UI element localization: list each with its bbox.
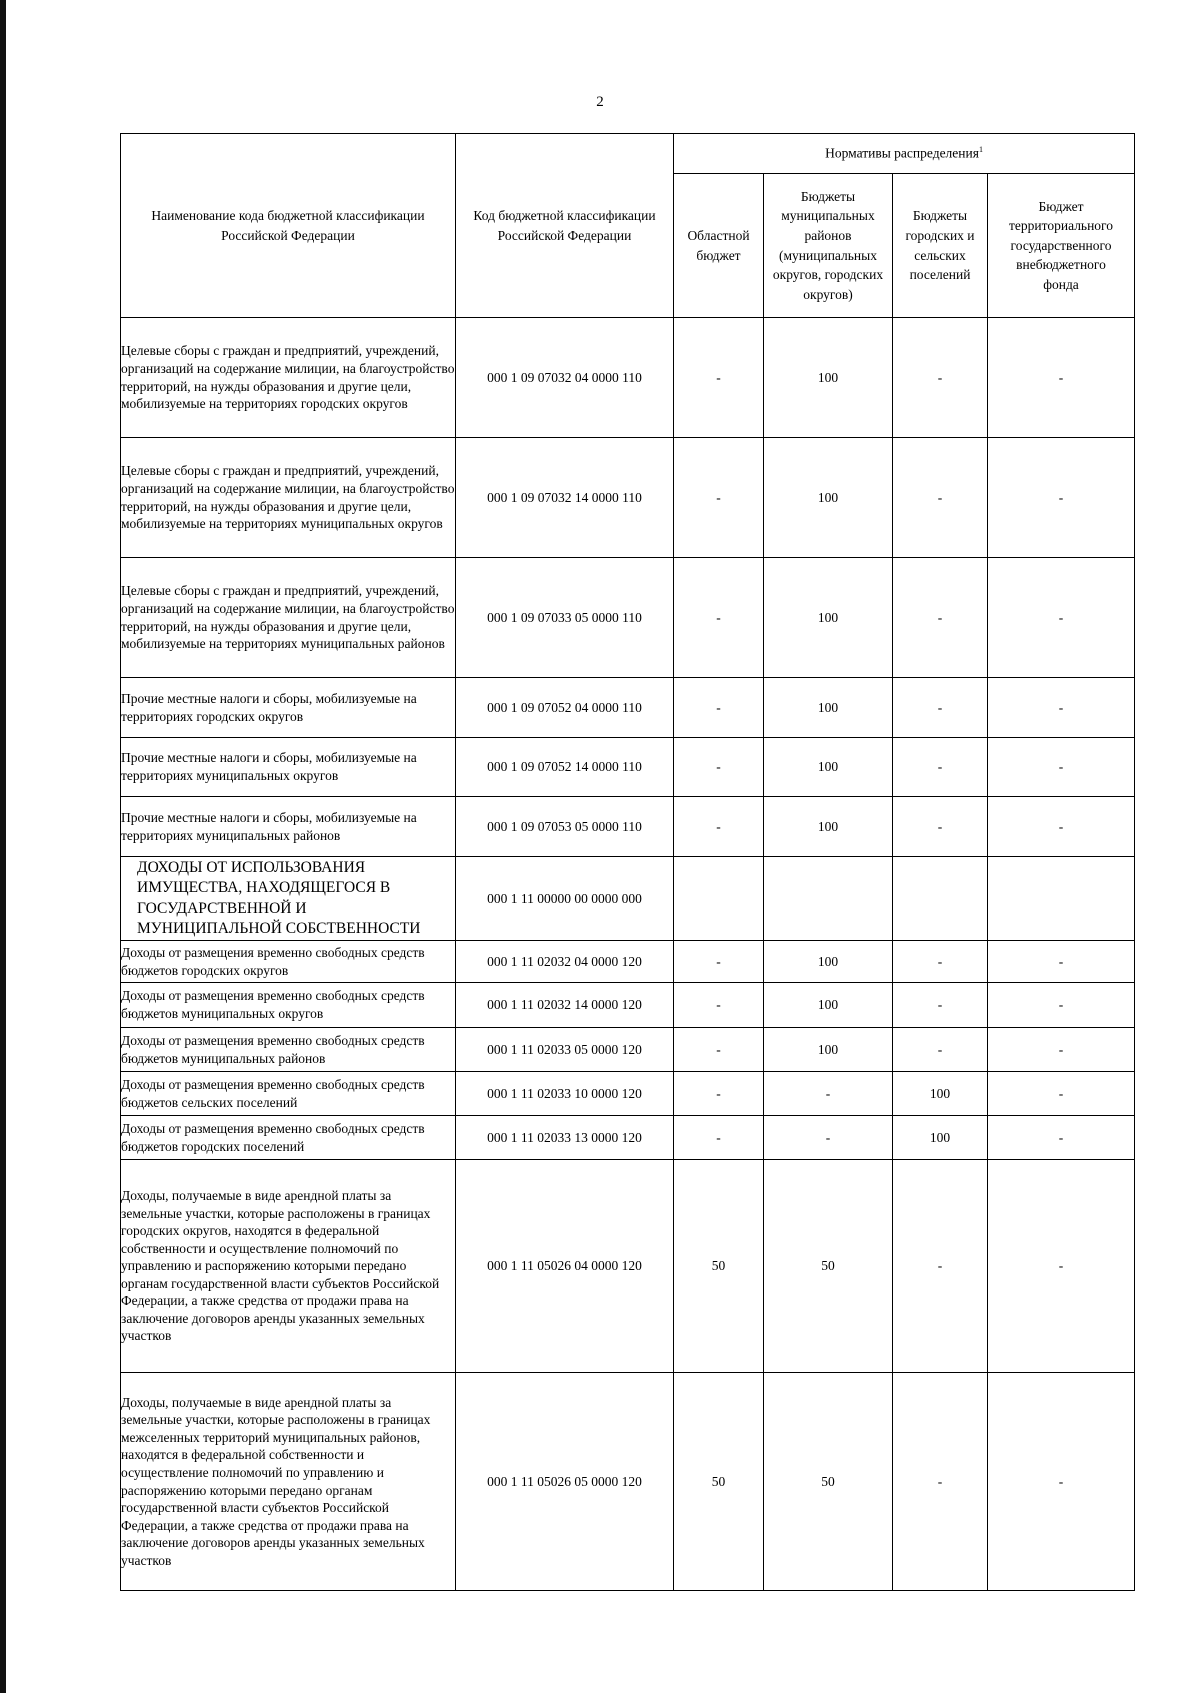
row-settlements — [893, 857, 988, 941]
row-settlements: - — [893, 738, 988, 797]
row-fund: - — [988, 1116, 1135, 1160]
row-fund: - — [988, 1160, 1135, 1373]
section-title: ДОХОДЫ ОТ ИСПОЛЬЗОВАНИЯ ИМУЩЕСТВА, НАХОДЯЩЕГОСЯ В ГОСУДАРСТВЕННОЙ И МУНИЦИПАЛЬНОЙ СОБСТВЕННОСТИ — [121, 857, 456, 941]
row-settlements: - — [893, 941, 988, 983]
header-regional-budget: Областной бюджет — [674, 174, 764, 318]
row-code: 000 1 09 07053 05 0000 110 — [456, 797, 674, 857]
header-norms-title — [674, 134, 1135, 174]
row-code: 000 1 11 05026 05 0000 120 — [456, 1373, 674, 1591]
row-municipal: 100 — [764, 318, 893, 438]
header-code-column: Код бюджетной классификации Российской Федерации — [456, 134, 674, 318]
row-municipal: 100 — [764, 797, 893, 857]
table-row — [121, 1072, 1135, 1116]
row-code: 000 1 11 02033 05 0000 120 — [456, 1028, 674, 1072]
table-row — [121, 1116, 1135, 1160]
row-municipal: 100 — [764, 678, 893, 738]
table-row — [121, 678, 1135, 738]
row-code: 000 1 11 02032 14 0000 120 — [456, 983, 674, 1028]
header-name-column: Наименование кода бюджетной классификации Российской Федерации — [121, 134, 456, 318]
table-row-section — [121, 857, 1135, 941]
row-municipal: 100 — [764, 438, 893, 558]
table-row — [121, 797, 1135, 857]
row-fund — [988, 857, 1135, 941]
row-fund: - — [988, 738, 1135, 797]
row-code: 000 1 09 07052 14 0000 110 — [456, 738, 674, 797]
table-row — [121, 941, 1135, 983]
header-municipal-budgets: Бюджеты муниципальных районов (муниципальных округов, городских округов) — [764, 174, 893, 318]
row-name: Целевые сборы с граждан и предприятий, учреждений, организаций на содержание милиции, на благоустройство территорий, на нужды образования и другие цели, мобилизуемые на территориях муниципальных округов — [121, 438, 456, 558]
row-name: Целевые сборы с граждан и предприятий, учреждений, организаций на содержание милиции, на благоустройство территорий, на нужды образования и другие цели, мобилизуемые на территориях муниципальных районов — [121, 558, 456, 678]
row-code: 000 1 09 07033 05 0000 110 — [456, 558, 674, 678]
row-regional: - — [674, 678, 764, 738]
budget-classification-table — [120, 133, 1135, 1591]
page-number: 2 — [596, 94, 604, 110]
row-fund: - — [988, 1028, 1135, 1072]
row-code: 000 1 11 02033 10 0000 120 — [456, 1072, 674, 1116]
row-code: 000 1 11 02032 04 0000 120 — [456, 941, 674, 983]
row-municipal: 100 — [764, 983, 893, 1028]
table-row — [121, 1373, 1135, 1591]
row-settlements: - — [893, 438, 988, 558]
row-regional: 50 — [674, 1160, 764, 1373]
row-name: Прочие местные налоги и сборы, мобилизуемые на территориях муниципальных районов — [121, 797, 456, 857]
table-row — [121, 438, 1135, 558]
table-row — [121, 738, 1135, 797]
row-settlements: - — [893, 1373, 988, 1591]
row-municipal: - — [764, 1116, 893, 1160]
row-name: Доходы от размещения временно свободных средств бюджетов муниципальных районов — [121, 1028, 456, 1072]
row-settlements: - — [893, 797, 988, 857]
row-regional: - — [674, 438, 764, 558]
row-fund: - — [988, 941, 1135, 983]
header-extrabudgetary-fund: Бюджет территориального государственного внебюджетного фонда — [988, 174, 1135, 318]
row-name: Доходы от размещения временно свободных средств бюджетов муниципальных округов — [121, 983, 456, 1028]
row-name: Доходы, получаемые в виде арендной платы за земельные участки, которые расположены в границах городских округов, находятся в федеральной собственности и осуществление полномочий по управлению и распоряжению которыми передано органам государственной власти субъектов Российской Федерации, а также средства от продажи права на заключение договоров аренды указанных земельных участков — [121, 1160, 456, 1373]
row-regional: - — [674, 558, 764, 678]
row-municipal: 100 — [764, 558, 893, 678]
row-regional: - — [674, 318, 764, 438]
row-code: 000 1 09 07032 04 0000 110 — [456, 318, 674, 438]
row-settlements: 100 — [893, 1116, 988, 1160]
row-code: 000 1 11 00000 00 0000 000 — [456, 857, 674, 941]
row-fund: - — [988, 983, 1135, 1028]
row-name: Доходы, получаемые в виде арендной платы за земельные участки, которые расположены в границах межселенных территорий муниципальных районов, находятся в федеральной собственности и осуществление полномочий по управлению и распоряжению которыми передано органам государственной власти субъектов Российской Федерации, а также средства от продажи права на заключение договоров аренды указанных земельных участков — [121, 1373, 456, 1591]
row-municipal: 100 — [764, 738, 893, 797]
row-settlements: - — [893, 1028, 988, 1072]
row-regional: - — [674, 941, 764, 983]
row-municipal: 100 — [764, 941, 893, 983]
row-fund: - — [988, 678, 1135, 738]
row-regional: - — [674, 983, 764, 1028]
row-municipal: 50 — [764, 1373, 893, 1591]
row-municipal: 100 — [764, 1028, 893, 1072]
row-code: 000 1 09 07052 04 0000 110 — [456, 678, 674, 738]
scan-left-border — [0, 0, 6, 1693]
row-settlements: - — [893, 678, 988, 738]
row-name: Целевые сборы с граждан и предприятий, учреждений, организаций на содержание милиции, на благоустройство территорий, на нужды образования и другие цели, мобилизуемые на территориях городских округов — [121, 318, 456, 438]
row-fund: - — [988, 1373, 1135, 1591]
table-row — [121, 318, 1135, 438]
row-name: Прочие местные налоги и сборы, мобилизуемые на территориях городских округов — [121, 678, 456, 738]
row-regional: - — [674, 1116, 764, 1160]
row-name: Доходы от размещения временно свободных средств бюджетов сельских поселений — [121, 1072, 456, 1116]
row-name: Доходы от размещения временно свободных средств бюджетов городских округов — [121, 941, 456, 983]
row-settlements: 100 — [893, 1072, 988, 1116]
table-row — [121, 983, 1135, 1028]
row-regional: - — [674, 797, 764, 857]
row-regional: - — [674, 1072, 764, 1116]
row-code: 000 1 09 07032 14 0000 110 — [456, 438, 674, 558]
row-regional: - — [674, 738, 764, 797]
row-code: 000 1 11 05026 04 0000 120 — [456, 1160, 674, 1373]
header-settlement-budgets: Бюджеты городских и сельских поселений — [893, 174, 988, 318]
row-fund: - — [988, 797, 1135, 857]
row-regional — [674, 857, 764, 941]
row-name: Доходы от размещения временно свободных средств бюджетов городских поселений — [121, 1116, 456, 1160]
table-row — [121, 1160, 1135, 1373]
row-settlements: - — [893, 983, 988, 1028]
row-settlements: - — [893, 318, 988, 438]
row-regional: - — [674, 1028, 764, 1072]
row-fund: - — [988, 558, 1135, 678]
norms-title-text: Нормативы распределения — [825, 145, 979, 161]
row-fund: - — [988, 438, 1135, 558]
row-fund: - — [988, 318, 1135, 438]
row-municipal — [764, 857, 893, 941]
norms-footnote-mark: 1 — [978, 145, 983, 155]
table-row — [121, 558, 1135, 678]
table-row — [121, 1028, 1135, 1072]
row-settlements: - — [893, 1160, 988, 1373]
row-fund: - — [988, 1072, 1135, 1116]
row-municipal: - — [764, 1072, 893, 1116]
row-settlements: - — [893, 558, 988, 678]
row-code: 000 1 11 02033 13 0000 120 — [456, 1116, 674, 1160]
row-municipal: 50 — [764, 1160, 893, 1373]
row-name: Прочие местные налоги и сборы, мобилизуемые на территориях муниципальных округов — [121, 738, 456, 797]
row-regional: 50 — [674, 1373, 764, 1591]
